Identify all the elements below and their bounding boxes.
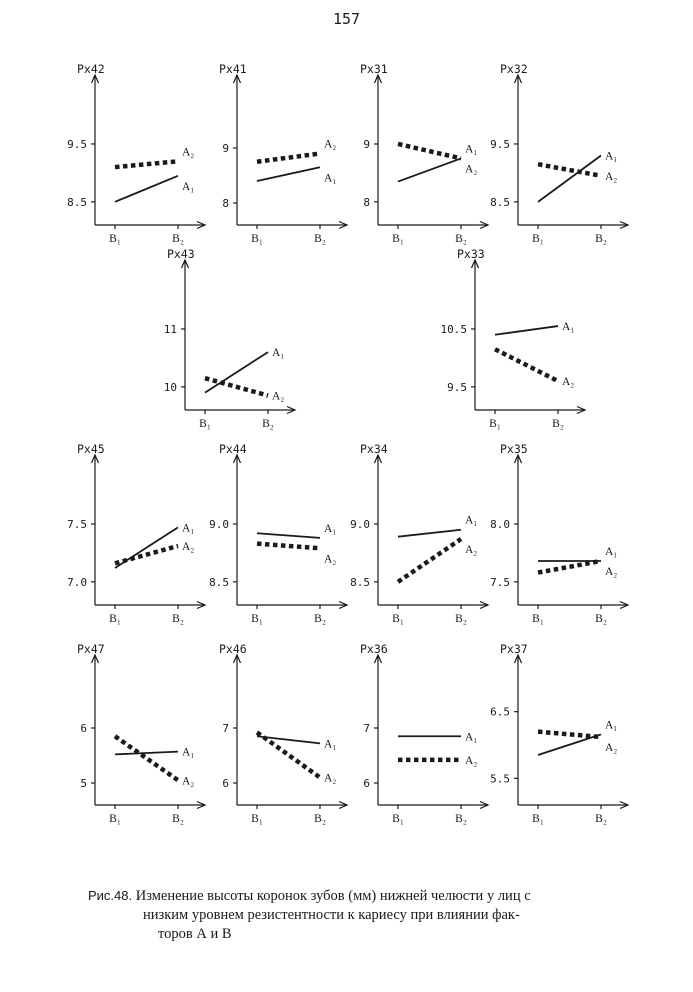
chart-px46-title: Px46 bbox=[219, 642, 247, 656]
caption-line-3: торов А и В bbox=[158, 926, 232, 942]
chart-px47-x-tick-label: B₁ bbox=[109, 813, 121, 825]
chart-px34-series-a2-label: A₂ bbox=[465, 544, 478, 556]
chart-px32-y-tick-label: 9.5 bbox=[490, 137, 510, 151]
chart-px31-series-a1-line bbox=[398, 158, 461, 181]
chart-px45-series-a2-label: A₂ bbox=[182, 540, 195, 553]
chart-px42-y-tick-label: 8.5 bbox=[67, 195, 87, 209]
chart-px32-series-a2-line bbox=[538, 164, 601, 176]
chart-px47-series-a2-label: A₂ bbox=[182, 775, 195, 788]
chart-px32-x-tick-label: B₂ bbox=[595, 233, 607, 245]
chart-px35-y-tick-label: 7.5 bbox=[490, 575, 510, 589]
chart-px35-x-tick-label: B₂ bbox=[595, 613, 607, 625]
chart-px32-y-tick-label: 8.5 bbox=[490, 195, 510, 209]
chart-px42-series-a2-line bbox=[115, 161, 178, 167]
chart-px33-y-tick-label: 10.5 bbox=[440, 322, 467, 336]
chart-px43-series-a1-label: A₁ bbox=[272, 347, 285, 360]
caption-text-1: Изменение высоты коронок зубов (мм) нижней челюсти у лиц с bbox=[135, 888, 531, 904]
chart-px34-series-a1-line bbox=[398, 530, 461, 537]
chart-px35-y-tick-label: 8.0 bbox=[490, 517, 510, 531]
chart-px36-x-tick-label: B₂ bbox=[455, 813, 467, 825]
chart-px43-x-tick-label: B₂ bbox=[262, 418, 274, 430]
chart-px37-series-a1-label: A₁ bbox=[605, 719, 618, 732]
chart-px45-x-tick-label: B₂ bbox=[172, 613, 184, 625]
chart-px45-title: Px45 bbox=[77, 442, 105, 456]
chart-px41-y-tick-label: 9 bbox=[222, 142, 229, 155]
chart-px41-x-tick-label: B₁ bbox=[251, 233, 263, 245]
chart-px41-series-a1-line bbox=[257, 167, 320, 181]
chart-px42-series-a1-line bbox=[115, 176, 178, 202]
figure-caption bbox=[88, 886, 648, 944]
chart-px37-title: Px37 bbox=[500, 642, 528, 656]
chart-px31-y-tick-label: 8 bbox=[363, 195, 370, 209]
chart-px33-series-a2-label: A₂ bbox=[562, 376, 575, 389]
chart-px41-x-tick-label: B₂ bbox=[314, 233, 326, 245]
chart-px31-y-tick-label: 9 bbox=[363, 137, 370, 151]
chart-px33-y-tick-label: 9.5 bbox=[447, 380, 467, 394]
caption-label: Рис.48. bbox=[88, 888, 133, 903]
chart-px34-y-tick-label: 8.5 bbox=[350, 575, 370, 589]
chart-px42-x-tick-label: B₂ bbox=[172, 233, 184, 245]
chart-px46-x-tick-label: B₂ bbox=[314, 813, 326, 825]
chart-px31-series-a2-label: A₂ bbox=[465, 163, 478, 176]
chart-px36-y-tick-label: 7 bbox=[363, 722, 370, 735]
chart-px45-y-tick-label: 7.0 bbox=[67, 575, 87, 589]
chart-px42-series-a1-label: A₁ bbox=[182, 180, 195, 193]
chart-px43-y-tick-label: 11 bbox=[163, 322, 177, 336]
caption-line-1 bbox=[88, 886, 648, 906]
chart-px45-x-tick-label: B₁ bbox=[109, 613, 121, 625]
chart-px43-title: Px43 bbox=[167, 247, 195, 261]
chart-px41-series-a2-label: A₂ bbox=[324, 138, 337, 151]
chart-px33-x-tick-label: B₂ bbox=[552, 418, 564, 430]
chart-px34-y-tick-label: 9.0 bbox=[350, 517, 370, 531]
chart-px34-series-a2-line bbox=[398, 539, 461, 582]
chart-px43-series-a2-label: A₂ bbox=[272, 390, 285, 403]
chart-px41-series-a1-label: A₁ bbox=[324, 172, 337, 185]
chart-px42-y-tick-label: 9.5 bbox=[67, 137, 87, 151]
chart-px46-y-tick-label: 7 bbox=[222, 722, 229, 735]
chart-px36-series-a2-label: A₂ bbox=[465, 754, 478, 767]
chart-px32-series-a2-label: A₂ bbox=[605, 170, 618, 183]
chart-px45-series-a1-label: A₁ bbox=[182, 522, 195, 535]
chart-px37-series-a1-line bbox=[538, 734, 601, 755]
chart-px37-series-a2-line bbox=[538, 732, 601, 737]
chart-px37-y-tick-label: 5.5 bbox=[490, 772, 510, 786]
chart-px33-title: Px33 bbox=[457, 247, 485, 261]
chart-px41-title: Px41 bbox=[219, 62, 247, 76]
caption-line-2: низким уровнем резистентности к кариесу при влиянии фак- bbox=[143, 907, 520, 923]
chart-px47-y-tick-label: 5 bbox=[80, 777, 87, 790]
chart-px35-series-a1-label: A₁ bbox=[605, 546, 618, 558]
chart-px31-series-a1-label: A₁ bbox=[465, 143, 478, 156]
chart-px44-series-a2-label: A₂ bbox=[324, 553, 337, 566]
chart-px47-y-tick-label: 6 bbox=[80, 722, 87, 735]
chart-px32-series-a1-label: A₁ bbox=[605, 150, 618, 163]
chart-px44-series-a2-line bbox=[257, 544, 320, 549]
chart-px42-title: Px42 bbox=[77, 62, 105, 76]
chart-px41-y-tick-label: 8 bbox=[222, 197, 229, 210]
chart-px44-series-a1-label: A₁ bbox=[324, 522, 337, 535]
chart-px36-series-a1-label: A₁ bbox=[465, 731, 478, 744]
chart-px32-x-tick-label: B₁ bbox=[532, 233, 544, 245]
chart-px47-title: Px47 bbox=[77, 642, 105, 656]
chart-px46-series-a2-label: A₂ bbox=[324, 772, 337, 785]
chart-px33-series-a1-line bbox=[495, 326, 558, 335]
chart-px44-series-a1-line bbox=[257, 533, 320, 538]
chart-px46-y-tick-label: 6 bbox=[222, 777, 229, 790]
chart-px37-series-a2-label: A₂ bbox=[605, 742, 618, 754]
chart-px35-series-a2-label: A₂ bbox=[605, 566, 618, 578]
chart-px46-series-a1-label: A₁ bbox=[324, 738, 337, 751]
chart-px37-y-tick-label: 6.5 bbox=[490, 705, 510, 719]
chart-px47-x-tick-label: B₂ bbox=[172, 813, 184, 825]
chart-px44-y-tick-label: 9.0 bbox=[209, 517, 229, 531]
chart-px34-x-tick-label: B₂ bbox=[455, 613, 467, 625]
chart-px31-title: Px31 bbox=[360, 62, 388, 76]
chart-px47-series-a1-line bbox=[115, 752, 178, 755]
chart-px35-series-a2-line bbox=[538, 561, 601, 573]
chart-px37-x-tick-label: B₁ bbox=[532, 813, 544, 825]
chart-px36-x-tick-label: B₁ bbox=[392, 813, 404, 825]
chart-px35-title: Px35 bbox=[500, 442, 528, 456]
chart-px43-y-tick-label: 10 bbox=[163, 380, 177, 394]
chart-px35-x-tick-label: B₁ bbox=[532, 613, 544, 625]
chart-px37-x-tick-label: B₂ bbox=[595, 813, 607, 825]
page-number: 157 bbox=[332, 10, 361, 28]
chart-px31-x-tick-label: B₁ bbox=[392, 233, 404, 245]
chart-px36-title: Px36 bbox=[360, 642, 388, 656]
chart-px42-x-tick-label: B₁ bbox=[109, 233, 121, 245]
chart-px32-series-a1-line bbox=[538, 156, 601, 202]
chart-px34-x-tick-label: B₁ bbox=[392, 613, 404, 625]
chart-px43-x-tick-label: B₁ bbox=[199, 418, 211, 430]
chart-px33-x-tick-label: B₁ bbox=[489, 418, 501, 430]
chart-px36-y-tick-label: 6 bbox=[363, 777, 370, 790]
chart-px41-series-a2-line bbox=[257, 154, 320, 162]
chart-px31-series-a2-line bbox=[398, 144, 461, 158]
chart-px47-series-a2-line bbox=[115, 736, 178, 780]
chart-px44-title: Px44 bbox=[219, 442, 247, 456]
chart-px44-y-tick-label: 8.5 bbox=[209, 575, 229, 589]
chart-px32-title: Px32 bbox=[500, 62, 528, 76]
chart-px44-x-tick-label: B₁ bbox=[251, 613, 263, 625]
chart-px34-series-a1-label: A₁ bbox=[465, 514, 478, 527]
chart-px47-series-a1-label: A₁ bbox=[182, 746, 195, 759]
chart-px42-series-a2-label: A₂ bbox=[182, 146, 195, 159]
chart-px46-x-tick-label: B₁ bbox=[251, 813, 263, 825]
chart-px45-y-tick-label: 7.5 bbox=[67, 517, 87, 531]
chart-px34-title: Px34 bbox=[360, 442, 388, 456]
chart-px33-series-a2-line bbox=[495, 349, 558, 381]
chart-px33-series-a1-label: A₁ bbox=[562, 321, 575, 334]
chart-px44-x-tick-label: B₂ bbox=[314, 613, 326, 625]
chart-px31-x-tick-label: B₂ bbox=[455, 233, 467, 245]
